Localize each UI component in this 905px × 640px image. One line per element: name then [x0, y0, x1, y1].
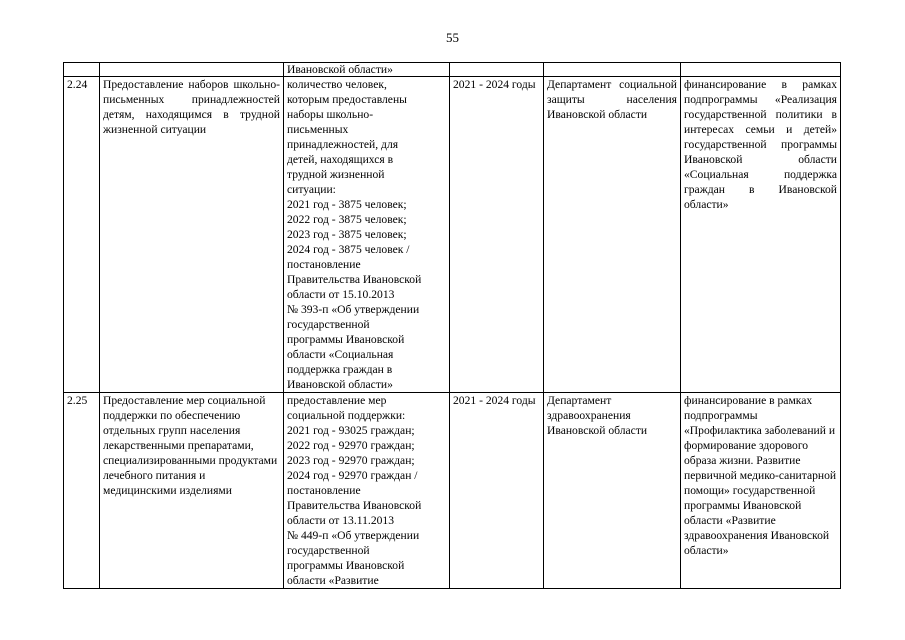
indicator-line: 2022 год - 3875 человек;: [287, 213, 407, 226]
indicator-line: области «Развитие: [287, 574, 379, 587]
cell-period: 2021 - 2024 годы: [450, 77, 544, 393]
cell-measure: Предоставление мер социальной поддержки по обеспечению отдельных групп населения лекарственными препаратами, специализированными продуктами лечебного питания и медицинскими изделиями: [100, 393, 284, 589]
cell-num: [64, 63, 100, 77]
indicator-line: программы Ивановской: [287, 333, 405, 346]
indicator-line: области от 15.10.2013: [287, 288, 395, 301]
cell-executor: Департамент здравоохранения Ивановской области: [544, 393, 681, 589]
indicator-line: № 393-п «Об утверждении: [287, 303, 420, 316]
cell-indicator: [284, 393, 450, 589]
indicator-line: социальной поддержки:: [287, 409, 406, 422]
indicator-line: которым предоставлены: [287, 93, 407, 106]
cell-period: [450, 63, 544, 77]
cell-indicator: [284, 77, 450, 393]
cell-funding: [681, 63, 841, 77]
indicator-line: программы Ивановской: [287, 559, 405, 572]
indicator-line: предоставление мер: [287, 394, 387, 407]
indicator-line: письменных: [287, 123, 349, 136]
indicator-line: 2021 год - 93025 граждан;: [287, 424, 415, 437]
indicator-line: государственной: [287, 544, 370, 557]
indicator-line: 2024 год - 3875 человек /: [287, 243, 410, 256]
indicator-line: постановление: [287, 258, 361, 271]
cell-period: 2021 - 2024 годы: [450, 393, 544, 589]
indicator-line: 2023 год - 3875 человек;: [287, 228, 407, 241]
indicator-line: № 449-п «Об утверждении: [287, 529, 420, 542]
cell-num: 2.24: [64, 77, 100, 393]
cell-executor: Департамент социальной защиты населения Ивановской области: [544, 77, 681, 393]
measures-table: [63, 62, 841, 589]
indicator-line: Ивановской области»: [287, 378, 393, 391]
indicator-line: Правительства Ивановской: [287, 499, 422, 512]
indicator-line: количество человек,: [287, 78, 387, 91]
indicator-line: постановление: [287, 484, 361, 497]
cell-funding: финансирование в рамках подпрограммы «Профилактика заболеваний и формирование здорового образа жизни. Развитие первичной медико-санитарной помощи» государственной программы Ивановской области «Развитие здравоохранения Ивановской области»: [681, 393, 841, 589]
cell-funding: финансирование в рамках подпрограммы «Реализация государственной политики в интересах семьи и детей» государственной программы Ивановской области «Социальная поддержка граждан в Ивановской области»: [681, 77, 841, 393]
cell-executor: [544, 63, 681, 77]
table-row: [64, 393, 841, 589]
indicator-line: 2023 год - 92970 граждан;: [287, 454, 415, 467]
indicator-line: области «Социальная: [287, 348, 394, 361]
table-row: [64, 77, 841, 393]
cell-indicator: Ивановской области»: [284, 63, 450, 77]
indicator-line: Правительства Ивановской: [287, 273, 422, 286]
cell-num: 2.25: [64, 393, 100, 589]
indicator-line: ситуации:: [287, 183, 336, 196]
indicator-line: принадлежностей, для: [287, 138, 399, 151]
indicator-line: государственной: [287, 318, 370, 331]
indicator-line: наборы школьно-: [287, 108, 374, 121]
indicator-line: 2022 год - 92970 граждан;: [287, 439, 415, 452]
indicator-line: поддержка граждан в: [287, 363, 393, 376]
cell-measure: [100, 63, 284, 77]
indicator-line: детей, находящихся в: [287, 153, 394, 166]
cell-measure: Предоставление наборов школьно-письменных принадлежностей детям, находящимся в трудной жизненной ситуации: [100, 77, 284, 393]
indicator-line: 2021 год - 3875 человек;: [287, 198, 407, 211]
indicator-line: 2024 год - 92970 граждан /: [287, 469, 418, 482]
indicator-line: трудной жизненной: [287, 168, 385, 181]
indicator-line: области от 13.11.2013: [287, 514, 395, 527]
page-number: 55: [446, 30, 459, 45]
table-row-carryover: [64, 63, 841, 77]
